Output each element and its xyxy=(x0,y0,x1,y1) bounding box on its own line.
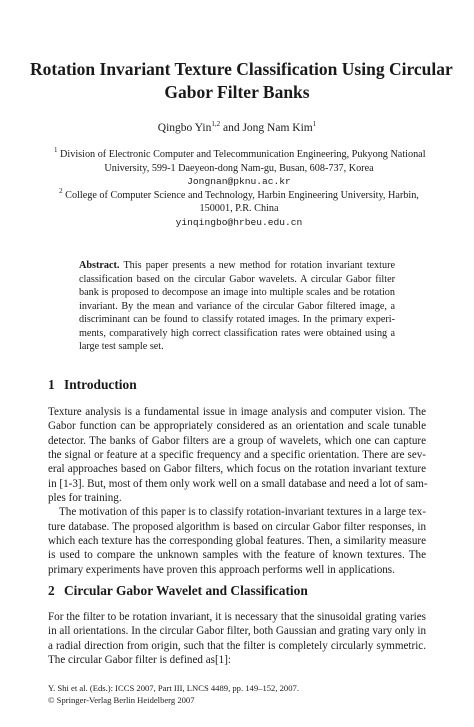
affiliation-marker: 1 xyxy=(54,146,58,154)
paper-title xyxy=(30,58,453,104)
page-footer xyxy=(48,682,428,706)
section-title: Circular Gabor Wavelet and Classification xyxy=(64,583,308,598)
abstract-line: ments, comparatively high correct classification rates were obtained using a xyxy=(79,327,395,339)
section-heading xyxy=(48,583,308,599)
body-line: the signal or feature at a specific frequency and a specific orientation. There are sev- xyxy=(48,449,426,462)
author-name: Qingbo Yin xyxy=(157,122,212,134)
author-email: yinqingbo@hrbeu.edu.cn xyxy=(175,216,303,228)
section-number: 2 xyxy=(48,583,55,598)
abstract-line: Abstract. This paper presents a new method for rotation invariant texture xyxy=(79,260,395,271)
body-line: ples for training. xyxy=(48,492,122,505)
body-line: is used to compare the unknown samples with the feature of known textures. The xyxy=(48,549,426,562)
section-heading xyxy=(48,377,137,393)
section-title: Introduction xyxy=(64,377,137,392)
abstract-line: large test sample set. xyxy=(79,341,164,353)
affiliation-line: $^1$ Division of Electronic Computer and Telecommunication Engineering, Pukyong National xyxy=(54,146,426,160)
body-line: eral approaches based on Gabor filters, which focus on the rotation invariant texture xyxy=(48,463,426,476)
title-line: Gabor Filter Banks xyxy=(164,82,310,102)
citation-line: Y. Shi et al. (Eds.): ICCS 2007, Part III, LNCS 4489, pp. 149–152, 2007. xyxy=(48,683,299,693)
section-body xyxy=(48,405,426,577)
body-line: in [1-3]. But, most of them only work well on a small database and need a lot of sam- xyxy=(48,477,428,490)
author-conjunction: and xyxy=(222,122,240,134)
affiliation-line: University, 599-1 Daeyeon-dong Nam-gu, Busan, 608-737, Korea xyxy=(104,162,374,174)
affiliation-marker: 1,2 xyxy=(211,120,221,128)
affiliation-marker: 2 xyxy=(59,186,63,195)
body-line: primary experiments have proven this approach performs well in applications. xyxy=(48,563,395,576)
abstract-line: classification based on the circular Gabor wavelets. A circular Gabor filter xyxy=(79,273,395,285)
abstract-line: discriminant can be found to classify rotated images. In the primary experi- xyxy=(79,314,395,326)
abstract xyxy=(79,259,395,354)
affiliation-marker: 1 xyxy=(312,120,317,128)
body-line: Texture analysis is a fundamental issue in image analysis and computer vision. The xyxy=(48,406,426,418)
body-line: ture database. The proposed algorithm is based on circular Gabor filter responses, in xyxy=(48,520,426,533)
author-name: Jong Nam Kim xyxy=(242,122,313,134)
abstract-line: invariant. By the mean and variance of the circular Gabor filtered image, a xyxy=(79,300,395,312)
body-line: For the filter to be rotation invariant, it is necessary that the sinusoidal grating varies xyxy=(48,611,426,623)
affiliation-line: $^2$ College of Computer Science and Technology, Harbin Engineering University, Harbin, xyxy=(59,186,419,201)
affiliation-line: 150001, P.R. China xyxy=(199,203,279,215)
section-body xyxy=(48,610,426,667)
body-line: detector. The banks of Gabor filters are a group of wavelets, which one can capture xyxy=(48,434,426,447)
section-number: 1 xyxy=(48,377,55,392)
body-line: Gabor function can be appropriately considered as an orientation and scale tunable xyxy=(48,420,426,433)
body-line: The circular Gabor filter is defined as[1]: xyxy=(48,654,231,667)
abstract-line: bank is proposed to decompose an image into multiple scales and be rotation xyxy=(79,287,395,299)
abstract-label: Abstract. xyxy=(79,260,120,271)
title-line: Rotation Invariant Texture Classification Using Circular xyxy=(30,59,453,79)
author-list xyxy=(0,121,474,135)
author-email: Jongnan@pknu.ac.kr xyxy=(187,176,291,188)
body-line: The motivation of this paper is to classify rotation-invariant textures in a large tex- xyxy=(59,506,426,519)
body-line: a radial direction from origin, such that the filter is completely circularly symmetric. xyxy=(48,639,426,652)
copyright-line: © Springer-Verlag Berlin Heidelberg 2007 xyxy=(48,695,195,705)
affiliations xyxy=(54,148,424,230)
body-line: in all orientations. In the circular Gabor filter, both Gaussian and grating vary only in xyxy=(48,625,426,638)
body-line: which each texture has the corresponding global features. Then, a similarity measure xyxy=(48,535,426,548)
